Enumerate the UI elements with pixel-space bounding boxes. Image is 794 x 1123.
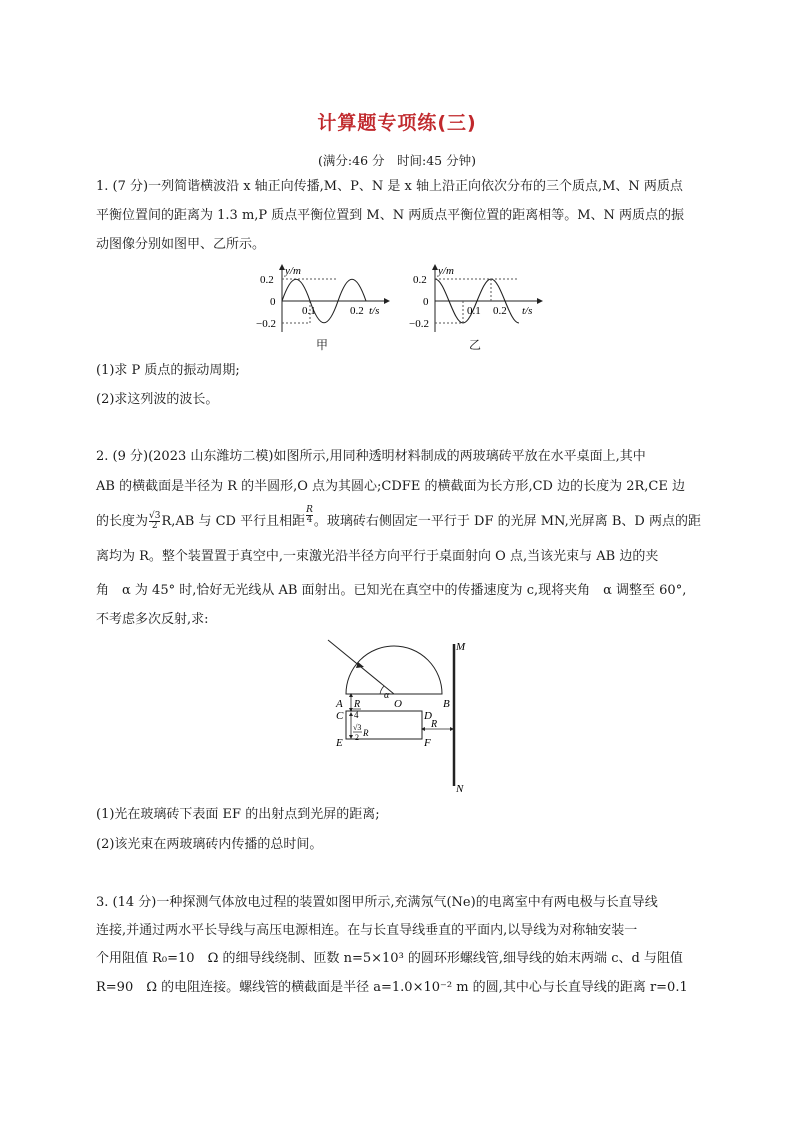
label-a: A: [336, 698, 343, 710]
q1-sub-2: (2)求这列波的波长。: [96, 392, 219, 407]
fraction-r-over-4: R 4: [306, 505, 313, 525]
xtick-2: 0.2: [350, 305, 364, 317]
label-d: D: [424, 710, 432, 722]
q1-sub-1: (1)求 P 质点的振动周期;: [96, 363, 240, 378]
ytick-top: 0.2: [260, 274, 274, 286]
semicircle-brick: [346, 646, 442, 694]
label-screen-r: R: [431, 719, 438, 730]
label-sqrt3: √3: [353, 723, 362, 732]
q2-sub-1: (1)光在玻璃砖下表面 EF 的出射点到光屏的距离;: [96, 807, 380, 822]
q3-line-3: 个用阻值 R₀=10 Ω 的细导线绕制、匝数 n=5×10³ 的圆环形螺线管,细导线的始末两端 c、d 与阻值: [96, 951, 683, 966]
label-height-r: R: [363, 728, 369, 738]
q2-line-6: 不考虑多次反射,求:: [96, 612, 209, 627]
y-label: y/m: [438, 265, 454, 277]
graph-jia: [252, 262, 392, 334]
graph-yi: [405, 262, 545, 334]
xtick-1: 0.1: [467, 305, 481, 317]
x-axis-arrow: [384, 298, 390, 304]
page-title: 计算题专项练(三): [317, 112, 477, 134]
q2-line-2: AB 的横截面是半径为 R 的半圆形,O 点为其圆心;CDFE 的横截面为长方形,CD 边的长度为 2R,CE 边: [96, 479, 685, 494]
caption-yi: 乙: [469, 338, 482, 352]
q1-line-2: 平衡位置间的距离为 1.3 m,P 质点平衡位置到 M、N 两质点平衡位置的距离相等。M、N 两质点的振: [96, 208, 685, 223]
q2-line-1: 2. (9 分)(2023 山东潍坊二模)如图所示,用同种透明材料制成的两玻璃砖平放在水平桌面上,其中: [96, 449, 646, 464]
x-label: t/s: [369, 305, 380, 317]
q2-line-3-c: 。玻璃砖右侧固定一平行于 DF 的光屏 MN,光屏离 B、D 两点的距: [313, 513, 701, 529]
ytick-bottom: −0.2: [256, 318, 276, 330]
ytick-top: 0.2: [413, 274, 427, 286]
label-f: F: [424, 737, 431, 749]
label-m: M: [456, 641, 466, 653]
y-label: y/m: [285, 265, 301, 277]
q3-line-4: R=90 Ω 的电阻连接。螺线管的横截面是半径 a=1.0×10⁻² m 的圆,其中心与长直导线的距离 r=0.1: [96, 980, 688, 995]
q1-line-1: 1. (7 分)一列简谐横波沿 x 轴正向传播,M、P、N 是 x 轴上沿正向依次分布的三个质点,M、N 两质点: [96, 179, 683, 194]
ytick-zero: 0: [270, 296, 276, 308]
q2-line-3-a: 的长度为: [96, 513, 149, 529]
label-two: 2: [355, 733, 359, 742]
fraction-sqrt3-over-2: √3 2: [149, 511, 161, 531]
q2-line-5: 角 α 为 45° 时,恰好无光线从 AB 面射出。已知光在真空中的传播速度为 c,现将夹角 α 调整至 60°,: [96, 583, 687, 598]
label-n: N: [456, 783, 464, 795]
label-o: O: [394, 698, 402, 710]
q1-line-3: 动图像分别如图甲、乙所示。: [96, 237, 266, 252]
x-axis-arrow: [537, 298, 543, 304]
x-label: t/s: [522, 305, 533, 317]
q2-line-3: [96, 505, 701, 531]
label-c: C: [336, 710, 344, 722]
glass-brick-figure: [318, 636, 478, 796]
label-alpha: α: [384, 690, 390, 701]
exam-info: (满分:46 分 时间:45 分钟): [318, 153, 476, 168]
xtick-1: 0.1: [302, 305, 316, 317]
caption-jia: 甲: [316, 338, 329, 352]
ytick-bottom: −0.2: [409, 318, 429, 330]
label-gap-4: 4: [354, 710, 359, 720]
q2-line-3-b: R,AB 与 CD 平行且相距: [161, 513, 306, 529]
ytick-zero: 0: [423, 296, 429, 308]
q3-line-1: 3. (14 分)一种探测气体放电过程的装置如图甲所示,充满氖气(Ne)的电离室中有两电极与长直导线: [96, 895, 658, 910]
q2-sub-2: (2)该光束在两玻璃砖内传播的总时间。: [96, 837, 323, 852]
q2-line-4: 离均为 R。整个装置置于真空中,一束激光沿半径方向平行于桌面射向 O 点,当该光束与 AB 边的夹: [96, 549, 659, 564]
q3-line-2: 连接,并通过两水平长导线与高压电源相连。在与长直导线垂直的平面内,以导线为对称轴安装一: [96, 923, 638, 938]
label-gap-r: R: [354, 699, 361, 710]
label-b: B: [443, 698, 450, 710]
xtick-2: 0.2: [493, 305, 507, 317]
label-e: E: [336, 737, 343, 749]
